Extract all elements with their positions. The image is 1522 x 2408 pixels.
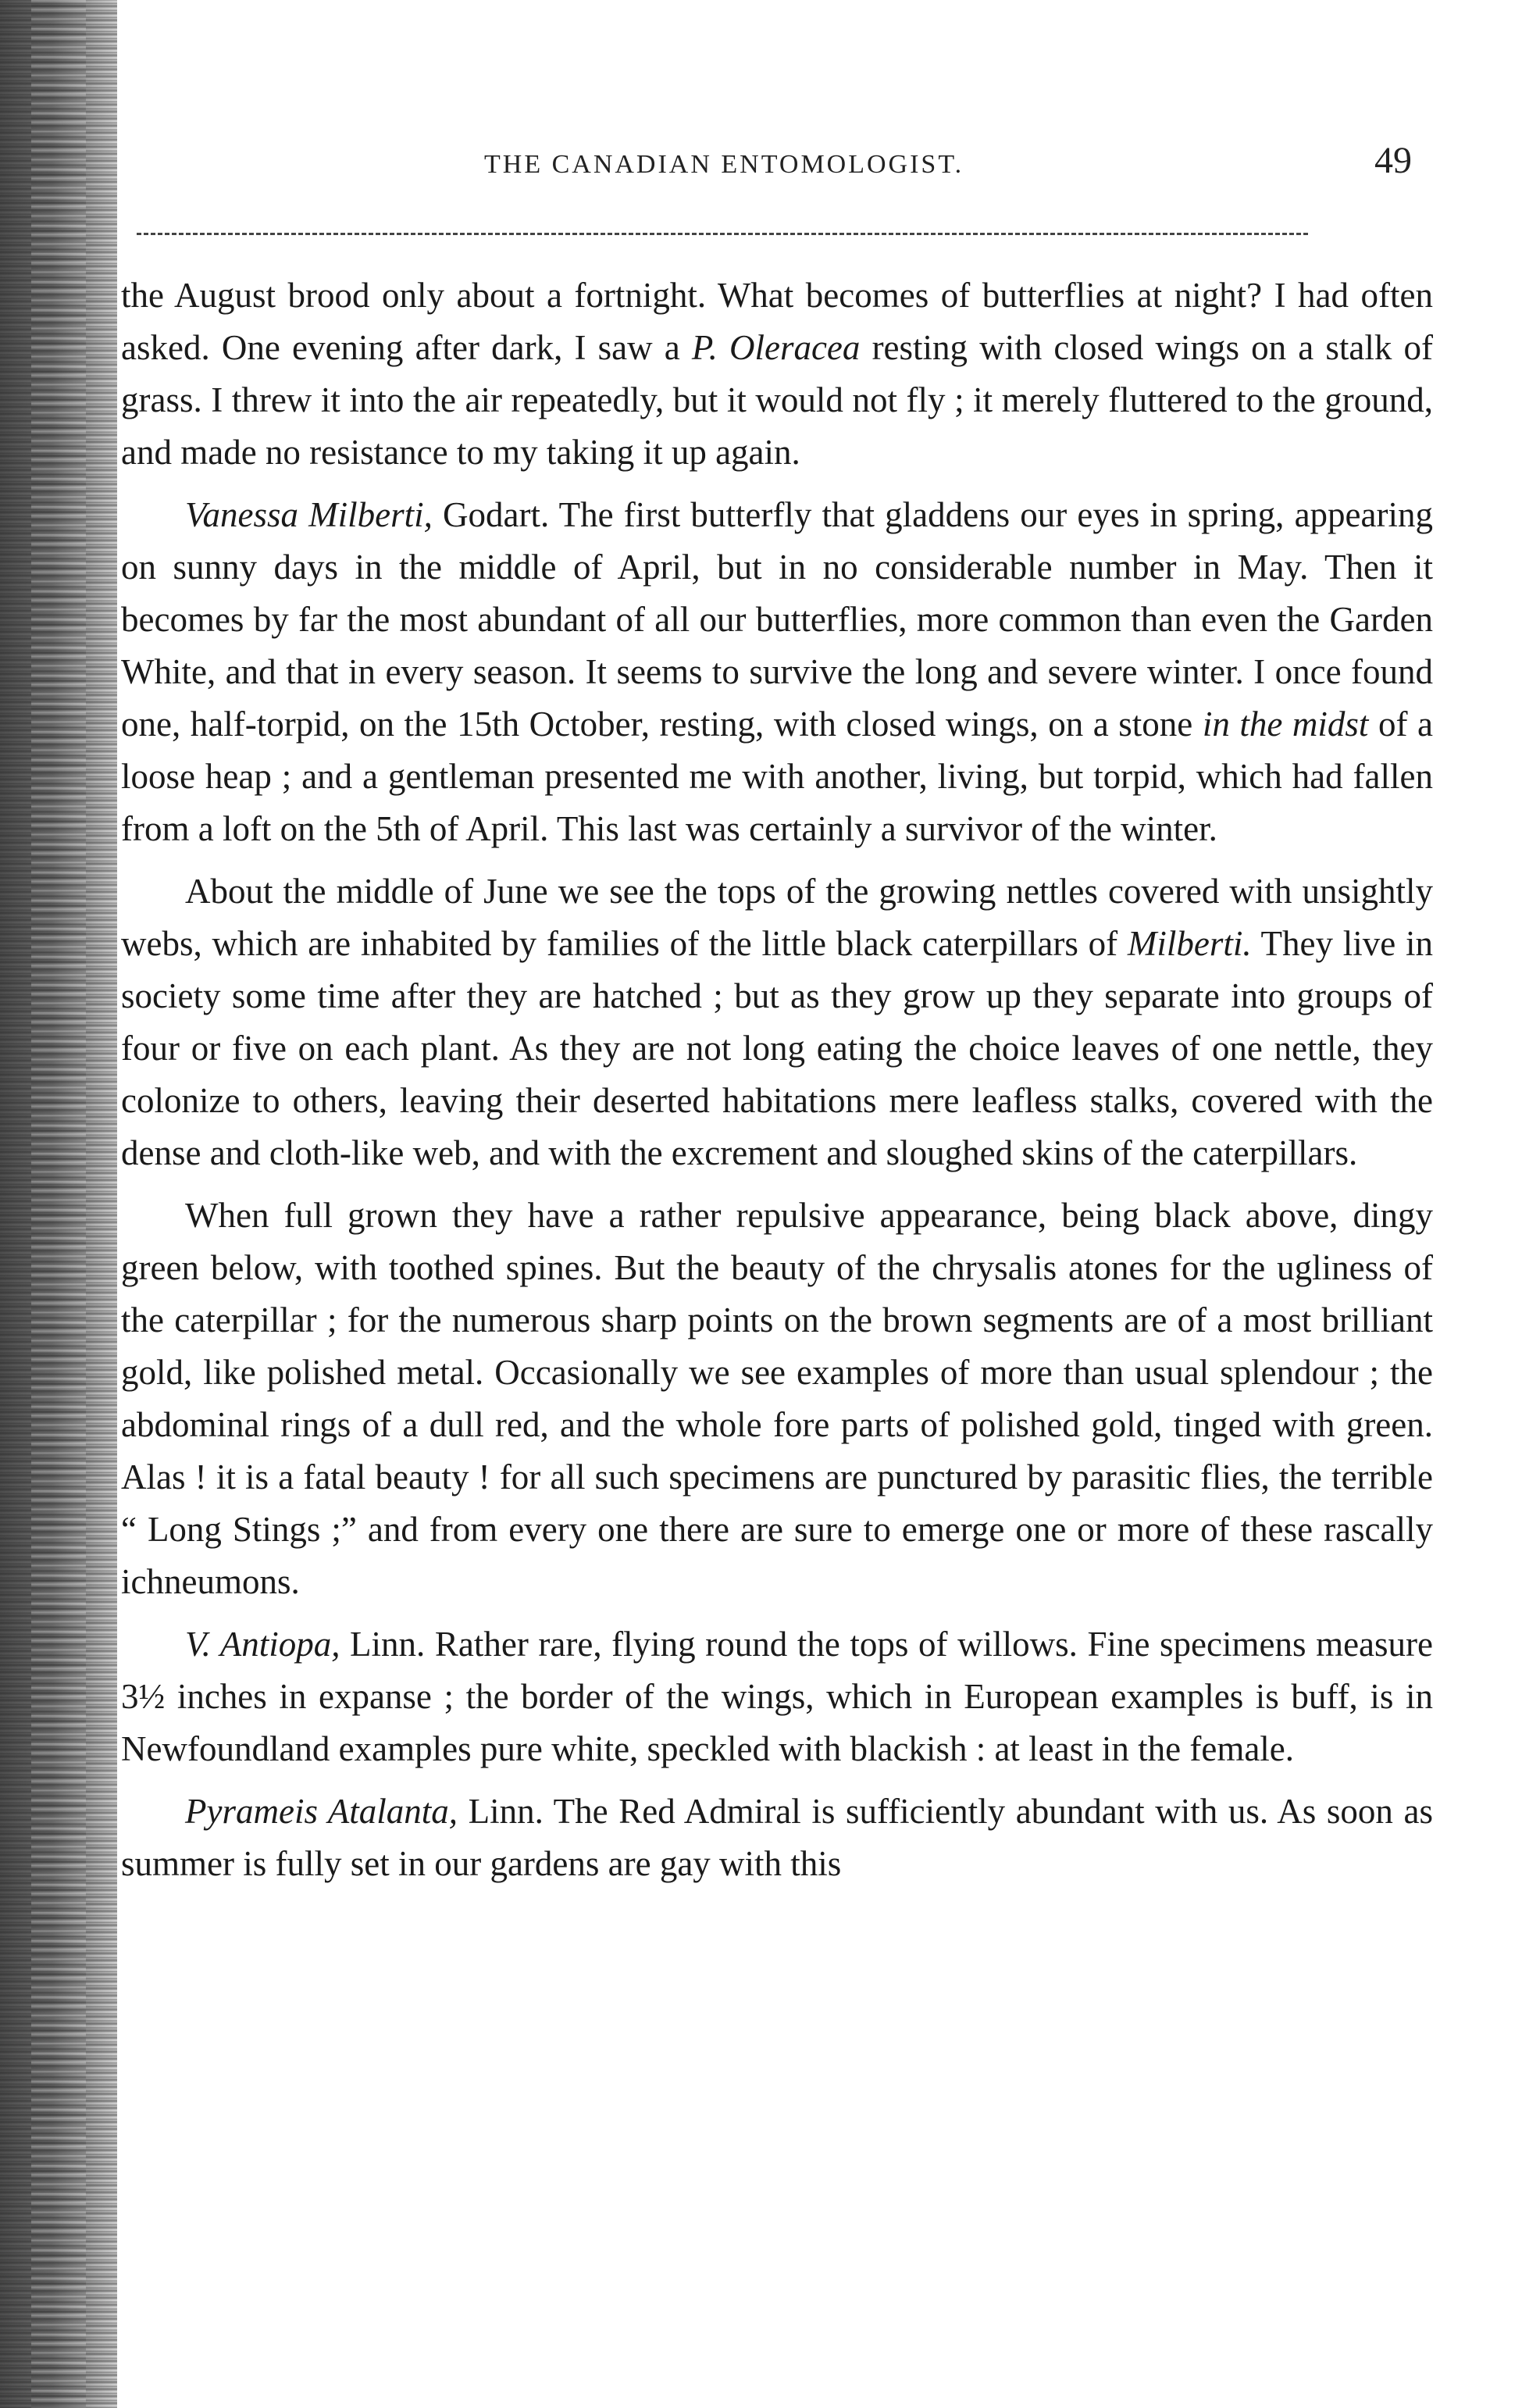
species-name: Milberti. [1127, 924, 1252, 963]
species-name: Pyrameis Atalanta, [185, 1792, 458, 1831]
binding-edge-texture [31, 0, 86, 2408]
text-segment: When full grown they have a rather repulsive appearance, being black above, dingy green below, with toothed spines. But the beauty of the chrysalis atones for the ugliness of the caterpillar ; for the numerous sharp points on the brown segments are of a most brilliant gold, like polished metal. Occasionally we see examples of more than usual splendour ; the abdominal rings of a dull red, and the whole fore parts of polished gold, tinged with green. Alas ! it is a fatal beauty ! for all such specimens are punctured by parasitic flies, the terrible “ Long Stings ;” and from every one there are sure to emerge one or more of these rascally ichneumons. [121, 1196, 1433, 1601]
text-segment: of a loose heap ; and a gentleman presented me with another, living, but torpid, which had fallen from a loft on the 5th of April. This last was certainly a survivor of the winter. [121, 705, 1433, 848]
text-segment: the August brood only about a fortnight. What becomes of butterflies at night? I had often asked. One evening after dark, I saw a [121, 276, 1433, 367]
body-text [121, 269, 1433, 1890]
text-segment: Linn. Rather rare, flying round the tops of willows. Fine specimens measure 3½ inches in expanse ; the border of the wings, which in European examples is buff, is in Newfoundland examples pure white, speckled with blackish : at least in the female. [121, 1625, 1433, 1768]
text-segment: Linn. The Red Admiral is sufficiently abundant with us. As soon as summer is fully set in our gardens are gay with this [121, 1792, 1433, 1883]
paragraph-pyrameis-atalanta [121, 1785, 1433, 1890]
text-segment: resting with closed wings on a stalk of grass. I threw it into the air repeatedly, but it would not fly ; it merely fluttered to the ground, and made no resistance to my taking it up again. [121, 328, 1434, 472]
paragraph-chrysalis [121, 1190, 1433, 1608]
emphasis-text: in the midst [1202, 705, 1369, 744]
paragraph-nettle-webs [121, 865, 1433, 1179]
paragraph-continuation [121, 269, 1433, 479]
text-segment: About the middle of June we see the tops of the growing nettles covered with unsightly webs, which are inhabited by families of the little black caterpillars of [121, 872, 1433, 963]
header-rule [137, 233, 1308, 235]
paragraph-vanessa-milberti [121, 489, 1433, 855]
text-segment: Godart. The first butterfly that gladdens our eyes in spring, appearing on sunny days in the middle of April, but in no considerable number in May. Then it becomes by far the most abundant of all our butterflies, more common than even the Garden White, and that in every season. It seems to survive the long and severe winter. I once found one, half-torpid, on the 15th October, resting, with closed wings, on a stone [121, 495, 1433, 744]
paragraph-v-antiopa [121, 1618, 1433, 1775]
running-head: THE CANADIAN ENTOMOLOGIST. [484, 150, 964, 179]
species-name: P. Oleracea [691, 328, 861, 367]
text-segment: They live in society some time after they are hatched ; but as they grow up they separate into groups of four or five on each plant. As they are not long eating the choice leaves of one nettle, they colonize to others, leaving their deserted habitations mere leafless stalks, covered with the dense and cloth-like web, and with the excrement and sloughed skins of the caterpillars. [121, 924, 1434, 1172]
species-name: V. Antiopa, [185, 1625, 340, 1664]
page-number: 49 [1374, 140, 1412, 181]
scanned-binding-edge [0, 0, 117, 2408]
species-name: Vanessa Milberti, [185, 495, 433, 534]
